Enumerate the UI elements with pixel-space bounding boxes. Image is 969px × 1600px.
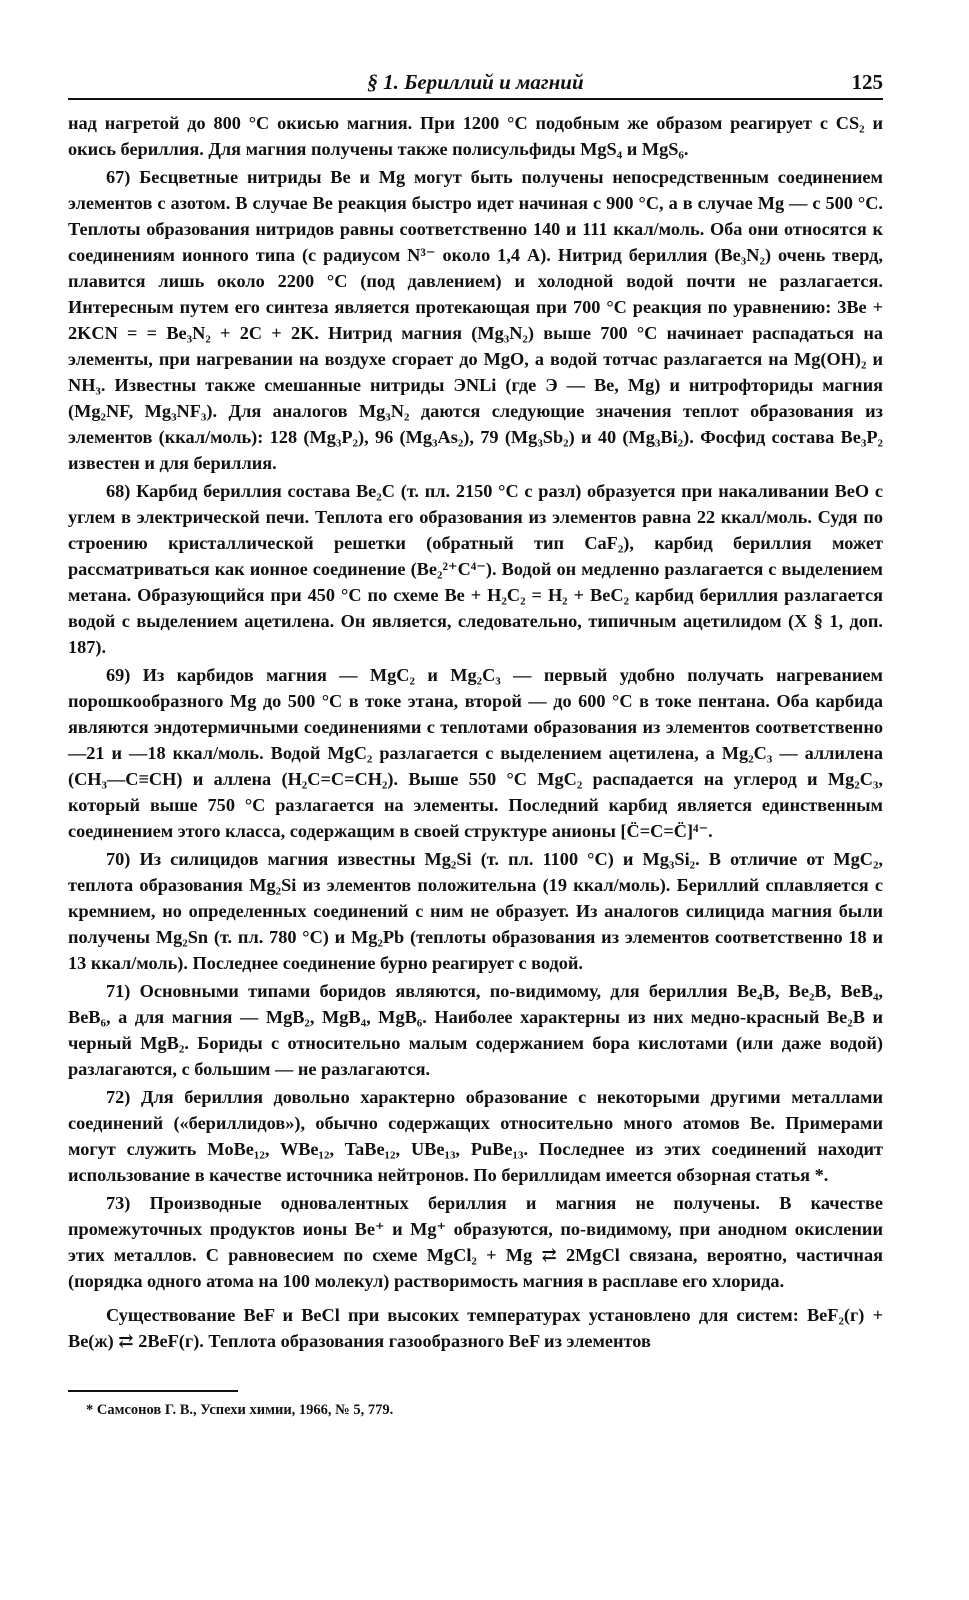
footnote-rule [68, 1390, 238, 1392]
paragraph-68-beryllium-carbide: 68) Карбид бериллия состава Be₂C (т. пл. 2150 °C с разл) образуется при накаливании BeO с углем в электрической печи. Теплота его образования из элементов равна 22 ккал/моль. Судя по строению кристаллической решетки (обратный тип CaF₂), карбид бериллия может рассматриваться как ионное соединение (Be₂²⁺C⁴⁻). Водой он медленно разлагается с выделением метана. Образующийся при 450 °C по схеме Be + H₂C₂ = H₂ + BeC₂ карбид бериллия разлагается водой с выделением ацетилена. Он является, следовательно, типичным ацетилидом (X § 1, доп. 187). [68, 481, 883, 657]
paragraph-67-nitrides: 67) Бесцветные нитриды Be и Mg могут быть получены непосредственным соединением элементов с азотом. В случае Be реакция быстро идет начиная с 900 °C, а в случае Mg — с 500 °C. Теплоты образования нитридов равны соответственно 140 и 111 ккал/моль. Оба они относятся к соединениям ионного типа (с радиусом N³⁻ около 1,4 A). Нитрид бериллия (Be₃N₂) очень тверд, плавится лишь около 2200 °C (под давлением) и холодной водой почти не разлагается. Интересным путем его синтеза является протекающая при 700 °C реакция по уравнению: 3Be + 2KCN = = Be₃N₂ + 2C + 2K. Нитрид магния (Mg₃N₂) выше 700 °C начинает распадаться на элементы, при нагревании на воздухе сгорает до MgO, а водой тотчас разлагается на Mg(OH)₂ и NH₃. Известны также смешанные нитриды ЭNLi (где Э — Be, Mg) и нитрофториды магния (Mg₂NF, Mg₃NF₃). Для аналогов Mg₃N₂ даются следующие значения теплот образования из элементов (ккал/моль): 128 (Mg₃P₂), 96 (Mg₃As₂), 79 (Mg₃Sb₂) и 40 (Mg₃Bi₂). Фосфид состава Be₃P₂ известен и для бериллия. [68, 167, 883, 473]
running-title: § 1. Бериллий и магний [367, 70, 584, 94]
paragraph-73-monovalent: 73) Производные одновалентных бериллия и магния не получены. В качестве промежуточных продуктов ионы Be⁺ и Mg⁺ образуются, по-видимому, при анодном окислении этих металлов. С равновесием по схеме MgCl₂ + Mg ⇄ 2MgCl связана, вероятно, частичная (порядка одного атома на 100 молекул) растворимость магния в расплаве его хлорида. [68, 1193, 883, 1291]
paragraph-72-beryllides: 72) Для бериллия довольно характерно образование с некоторыми другими металлами соединений («бериллидов»), обычно содержащих относительно много атомов Be. Примерами могут служить MoBe₁₂, WBe₁₂, TaBe₁₂, UBe₁₃, PuBe₁₃. Последнее из этих соединений находит использование в качестве источника нейтронов. По бериллидам имеется обзорная статья *. [68, 1087, 883, 1185]
page-number: 125 [851, 70, 883, 94]
header-rule [68, 98, 883, 100]
paragraph-70-silicides: 70) Из силицидов магния известны Mg₂Si (т. пл. 1100 °C) и Mg₃Si₂. В отличие от MgC₂, теплота образования Mg₂Si из элементов положительна (19 ккал/моль). Бериллий сплавляется с кремнием, но определенных соединений с ним не образует. Из аналогов силицида магния были получены Mg₂Sn (т. пл. 780 °C) и Mg₂Pb (теплоты образования из элементов соответственно 18 и 13 ккал/моль). Последнее соединение бурно реагирует с водой. [68, 849, 883, 973]
body-text [68, 110, 883, 1354]
paragraph-continuation: над нагретой до 800 °C окисью магния. При 1200 °C подобным же образом реагирует с CS₂ и окись бериллия. Для магния получены также полисульфиды MgS₄ и MgS₆. [68, 113, 883, 159]
paragraph-69-magnesium-carbides: 69) Из карбидов магния — MgC₂ и Mg₂C₃ — первый удобно получать нагреванием порошкообразного Mg до 500 °C в токе этана, второй — до 600 °C в токе пентана. Оба карбида являются эндотермичными соединениями с теплотами образования из элементов соответственно —21 и —18 ккал/моль. Водой MgC₂ разлагается с выделением ацетилена, а Mg₂C₃ — аллилена (CH₃—C≡CH) и аллена (H₂C=C=CH₂). Выше 550 °C MgC₂ распадается на углерод и Mg₂C₃, который выше 750 °C разлагается на элементы. Последний карбид является единственным соединением этого класса, содержащим в своей структуре анионы [C̈=C=C̈]⁴⁻. [68, 665, 883, 841]
footnote: * Самсонов Г. В., Успехи химии, 1966, № 5, 779. [86, 1402, 394, 1418]
paragraph-71-borides: 71) Основными типами боридов являются, по-видимому, для бериллия Be₄B, Be₂B, BeB₄, BeB₆, а для магния — MgB₂, MgB₄, MgB₆. Наиболее характерны из них медно-красный Be₂B и черный MgB₂. Бориды с относительно малым содержанием бора кислотами (или даже водой) разлагаются, с большим — не разлагаются. [68, 981, 883, 1079]
page-header [68, 62, 883, 98]
paragraph-bef-becl: Существование BeF и BeCl при высоких температурах установлено для систем: BeF₂(г) + Be(ж) ⇄ 2BeF(г). Теплота образования газообразного BeF из элементов [68, 1305, 883, 1351]
